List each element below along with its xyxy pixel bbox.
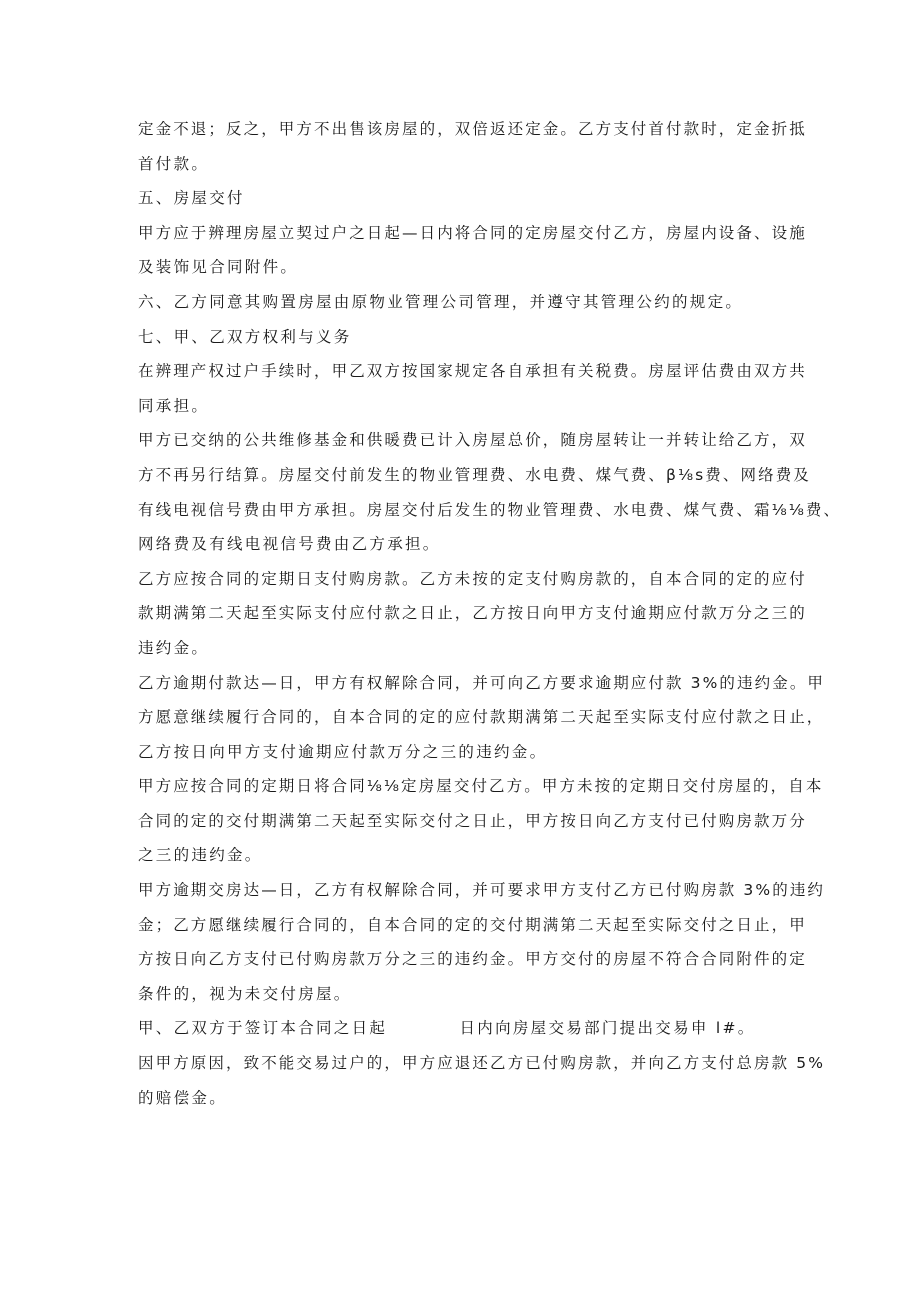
text-line: 甲方逾期交房达—日，乙方有权解除合同，并可要求甲方支付乙方已付购房款 3%的违约 [138, 881, 826, 900]
text-line: 因甲方原因，致不能交易过户的，甲方应退还乙方已付购房款，并向乙方支付总房款 5% [138, 1054, 826, 1073]
text-line: 甲方应于辨理房屋立契过户之日起—日内将合同的定房屋交付乙方，房屋内设备、设施 [138, 223, 807, 242]
text-line: 及装饰见合同附件。 [138, 258, 299, 277]
text-line: 的赔偿金。 [138, 1088, 228, 1107]
text-line: 违约金。 [138, 638, 210, 657]
text-line: 方不再另行结算。房屋交付前发生的物业管理费、水电费、煤气费、β⅛s费、网络费及 [138, 465, 811, 484]
text-line: 乙方应按合同的定期日支付购房款。乙方未按的定支付购房款的，自本合同的定的应付 [138, 569, 807, 588]
text-line: 金；乙方愿继续履行合同的，自本合同的定的交付期满第二天起至实际交付之日止，甲 [138, 915, 807, 934]
document-body [138, 112, 842, 1115]
text-line: 乙方逾期付款达—日，甲方有权解除合同，并可向乙方要求逾期应付款 3%的违约金。甲 [138, 673, 826, 692]
text-line: 条件的，视为未交付房屋。 [138, 984, 352, 1003]
text-line: 首付款。 [138, 154, 210, 173]
text-line: 六、乙方同意其购置房屋由原物业管理公司管理，并遵守其管理公约的规定。 [138, 292, 744, 311]
text-line: 同承担。 [138, 396, 210, 415]
text-line: 方按日向乙方支付已付购房款万分之三的违约金。甲方交付的房屋不符合合同附件的定 [138, 950, 807, 969]
text-line: 乙方按日向甲方支付逾期应付款万分之三的违约金。 [138, 742, 548, 761]
text-line: 五、房屋交付 [138, 189, 245, 208]
text-line: 甲方已交纳的公共维修基金和供暖费已计入房屋总价，随房屋转让一并转让给乙方，双 [138, 431, 807, 450]
text-line: 之三的违约金。 [138, 846, 263, 865]
text-line: 定金不退；反之，甲方不出售该房屋的，双倍返还定金。乙方支付首付款时，定金折抵 [138, 120, 807, 138]
text-line: 合同的定的交付期满第二天起至实际交付之日止，甲方按日向乙方支付已付购房款万分 [138, 811, 807, 830]
text-line: 有线电视信号费由甲方承担。房屋交付后发生的物业管理费、水电费、煤气费、霜⅛⅛费、 [138, 500, 842, 519]
text-line: 甲方应按合同的定期日将合同⅛⅛定房屋交付乙方。甲方未按的定期日交付房屋的，自本 [138, 777, 824, 796]
text-line: 网络费及有线电视信号费由乙方承担。 [138, 535, 441, 554]
text-line: 方愿意继续履行合同的，自本合同的定的应付款期满第二天起至实际支付应付款之日止， [138, 708, 825, 727]
text-line: 款期满第二天起至实际支付应付款之日止，乙方按日向甲方支付逾期应付款万分之三的 [138, 604, 807, 623]
text-line: 七、甲、乙双方权利与义务 [138, 327, 352, 346]
text-line: 在辨理产权过户手续时，甲乙双方按国家规定各自承担有关税费。房屋评估费由双方共 [138, 362, 807, 381]
text-line: 甲、乙双方于签订本合同之日起 日内向房屋交易部门提出交易申 l#。 [138, 1019, 756, 1038]
